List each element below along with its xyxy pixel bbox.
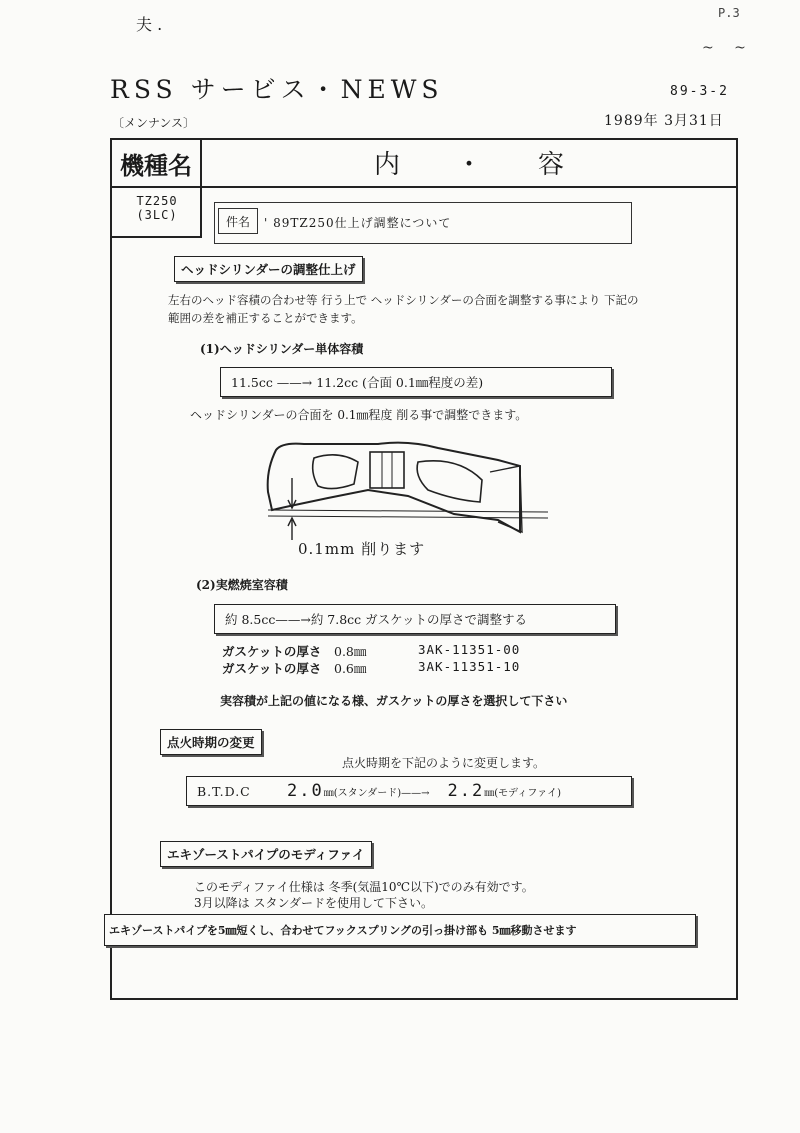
page-number: P.3	[718, 6, 740, 20]
ignition-note: 点火時期を下記のように変更します。	[342, 756, 546, 770]
timing-standard-value: 2.0	[287, 781, 324, 801]
timing-standard-suffix: ㎜(スタンダード)——→	[323, 787, 430, 799]
section-heading-cylinder: ヘッドシリンダーの調整仕上げ	[174, 256, 363, 282]
exhaust-instruction-box: エキゾーストパイプを5㎜短くし、合わせてフックスプリングの引っ掛け部も 5㎜移動させます	[104, 914, 696, 946]
section-label: 〔メンナンス〕	[112, 116, 196, 130]
gasket-row	[222, 642, 520, 660]
divider	[110, 236, 202, 238]
ignition-timing-box	[186, 776, 632, 806]
item2-value-box: 約 8.5cc——→約 7.8cc ガスケットの厚さで調整する	[214, 604, 616, 634]
item1-title: (1)ヘッドシリンダー単体容積	[200, 342, 364, 356]
intro-line1: 左右のヘッド容積の合わせ等 行う上で ヘッドシリンダーの合面を調整する事により 下記の	[168, 293, 639, 307]
subject-text: ' 89TZ250仕上げ調整について	[264, 216, 452, 230]
model-name-line1: TZ250	[136, 194, 178, 208]
gasket-part-number: 3AK-11351-10	[418, 659, 521, 674]
model-name	[114, 194, 200, 222]
intro-line2: 範囲の差を補正することができます。	[168, 311, 363, 325]
handwritten-mark: ~ ~	[702, 40, 754, 56]
timing-label: B.T.D.C	[197, 783, 251, 799]
item1-note: ヘッドシリンダーの合面を 0.1㎜程度 削る事で調整できます。	[190, 408, 528, 422]
gasket-label: ガスケットの厚さ	[222, 661, 322, 676]
model-name-line2: (3LC)	[136, 208, 178, 222]
diagram-caption: 0.1mm 削ります	[298, 540, 426, 558]
gasket-part-number: 3AK-11351-00	[418, 642, 521, 657]
handwritten-mark: 夫 .	[136, 15, 163, 34]
gasket-thickness: 0.6㎜	[334, 661, 367, 676]
timing-modified-suffix: ㎜(モディファイ)	[484, 787, 562, 799]
exhaust-note-line1: このモディファイ仕様は 冬季(気温10℃以下)でのみ有効です。	[194, 880, 534, 894]
gasket-label: ガスケットの厚さ	[222, 644, 322, 659]
document-code: 89-3-2	[670, 84, 729, 99]
content-header: 内・容	[200, 138, 738, 188]
section-heading-ignition: 点火時期の変更	[160, 729, 262, 755]
item2-note: 実容積が上記の値になる様、ガスケットの厚さを選択して下さい	[220, 694, 568, 708]
item2-title: (2)実燃焼室容積	[196, 578, 288, 592]
subject-label: 件名	[218, 208, 258, 234]
gasket-row	[222, 659, 520, 677]
document-title: RSS サービス・NEWS	[110, 75, 444, 104]
item1-value-box: 11.5cc ——→ 11.2cc (合面 0.1㎜程度の差)	[220, 367, 612, 397]
timing-modified-value: 2.2	[447, 781, 485, 801]
model-header: 機種名	[110, 138, 202, 188]
document-date: 1989年 3月31日	[604, 113, 724, 129]
section-heading-exhaust: エキゾーストパイプのモディファイ	[160, 841, 372, 867]
exhaust-note-line2: 3月以降は スタンダードを使用して下さい。	[194, 896, 433, 910]
divider	[200, 186, 202, 238]
gasket-thickness: 0.8㎜	[334, 644, 367, 659]
cylinder-head-diagram	[258, 436, 558, 544]
